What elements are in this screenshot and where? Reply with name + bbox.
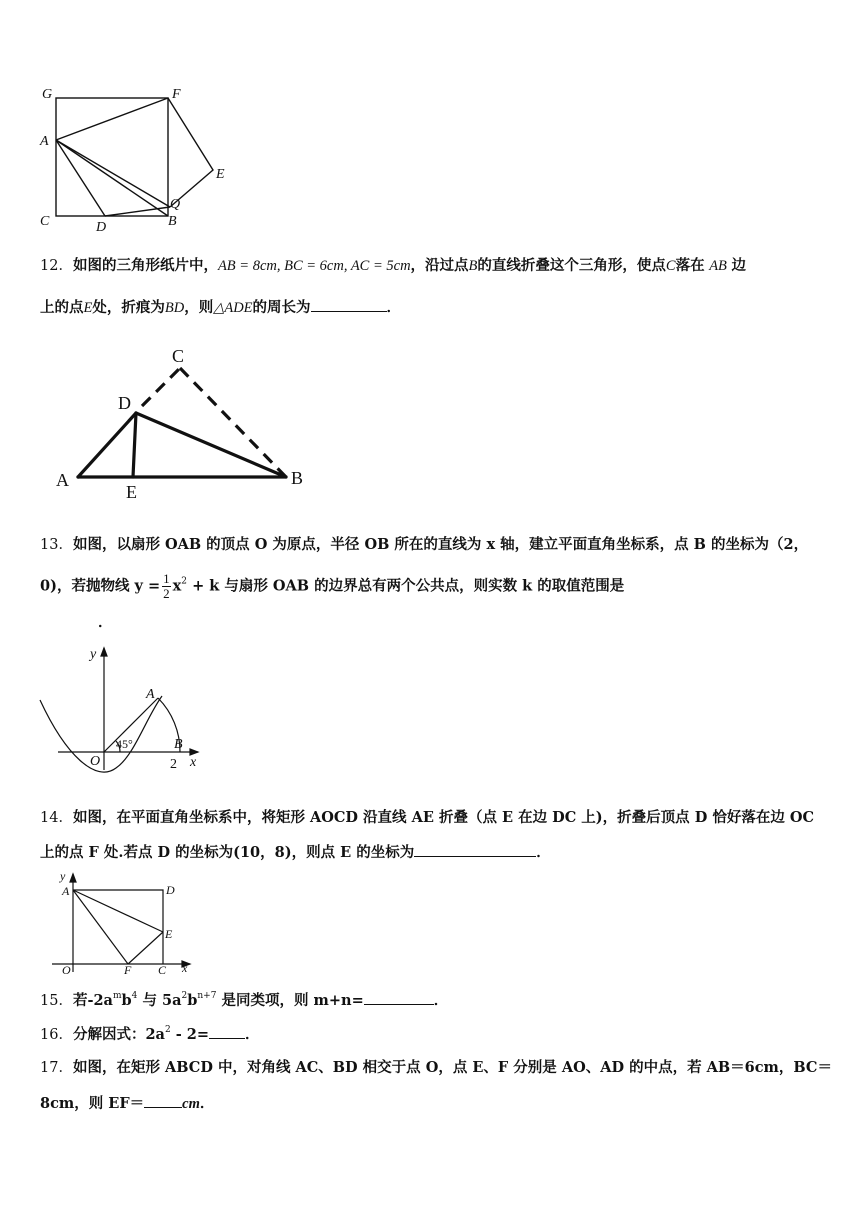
label-b: B	[291, 468, 304, 488]
question-17	[40, 1058, 832, 1078]
q12-text-b: ，沿过点	[410, 257, 469, 274]
label-e: E	[165, 927, 173, 941]
label-y: y	[60, 869, 66, 883]
q13-number: 13．	[40, 537, 73, 553]
q17-unit: cm	[182, 1096, 200, 1112]
question-17-line2	[40, 1093, 832, 1114]
q16-answer-blank	[209, 1024, 245, 1039]
q12-text-g: 处，折痕为	[92, 299, 165, 316]
q15-number: 15．	[40, 993, 73, 1009]
q12-point-e: E	[83, 300, 93, 316]
label-b: B	[168, 214, 177, 229]
label-d: D	[118, 393, 131, 413]
label-q: Q	[170, 197, 181, 212]
q14-line1: 如图，在平面直角坐标系中，将矩形 AOCD 沿直线 AE 折叠（点 E 在边 DC 上)，折叠后顶点 D 恰好落在边 OC	[72, 809, 815, 826]
rectangle-fold-diagram	[48, 868, 198, 978]
q12-text-d: 落在	[675, 257, 705, 274]
q15-e: 是同类项，则 m+n=	[216, 992, 364, 1009]
q13-line2-a: 0)，若抛物线 y =	[40, 577, 161, 595]
triangle-fold-diagram	[50, 340, 320, 505]
label-b: B	[174, 737, 183, 752]
frac-denominator: 2	[163, 586, 170, 601]
q16-exp: 2	[164, 1025, 171, 1035]
q13-line1: 如图，以扇形 OAB 的顶点 O 为原点，半径 OB 所在的直线为 x 轴，建立平面直角坐标系，点 B 的坐标为（2，	[72, 536, 809, 553]
q12-text-f: 上的点	[40, 299, 84, 316]
q12-text-a: 如图的三角形纸片中，	[72, 257, 218, 274]
label-o: O	[62, 963, 71, 977]
label-c: C	[40, 214, 50, 229]
square-fold-diagram	[30, 80, 225, 240]
label-a: A	[56, 470, 69, 490]
figure-triangle-fold	[50, 340, 320, 505]
q17-end: ．	[199, 1095, 215, 1112]
q12-text-h: ，则	[184, 299, 214, 316]
q13-fraction	[162, 572, 171, 601]
q12-crease: BD	[164, 300, 185, 316]
q15-a: 若-2a	[72, 992, 113, 1009]
q12-given: AB = 8cm, BC = 6cm, AC = 5cm	[217, 258, 411, 274]
label-a: A	[146, 687, 155, 702]
q16-a: 分解因式：2a	[72, 1026, 165, 1043]
figure-square-fold	[30, 80, 225, 240]
figure-parabola-sector	[38, 638, 218, 778]
q15-b: b	[121, 992, 132, 1009]
frac-numerator: 1	[163, 571, 170, 586]
q15-exp3: 2	[181, 991, 188, 1001]
label-a: A	[40, 134, 49, 149]
q13-exp: 2	[181, 576, 188, 587]
label-d: D	[96, 220, 107, 235]
question-14-line2	[40, 842, 832, 863]
question-13	[40, 535, 832, 555]
q17-number: 17．	[40, 1060, 73, 1076]
q16-number: 16．	[40, 1027, 73, 1043]
label-f: F	[172, 87, 181, 102]
q15-end: ．	[433, 992, 449, 1009]
q14-line2: 上的点 F 处.若点 D 的坐标为(10，8)，则点 E 的坐标为	[40, 844, 415, 861]
q12-seg-ab: AB	[709, 258, 727, 274]
q13-line2-c: + k 与扇形 OAB 的边界总有两个公共点，则实数 k 的取值范围是	[187, 577, 625, 595]
q14-number: 14．	[40, 810, 73, 826]
label-c: C	[158, 963, 167, 977]
label-d: D	[166, 883, 175, 897]
q15-exp4: n+7	[197, 991, 217, 1001]
q16-end: ．	[245, 1026, 260, 1043]
label-x: x	[190, 755, 197, 770]
question-12-line2	[40, 297, 832, 318]
question-13-line3	[98, 613, 868, 633]
question-12	[40, 256, 832, 276]
q14-answer-blank	[414, 842, 536, 857]
label-two: 2	[170, 757, 177, 772]
q12-point-b: B	[468, 258, 478, 274]
q15-exp1: m	[112, 991, 122, 1001]
label-g: G	[42, 87, 53, 102]
q12-point-c: C	[665, 258, 676, 274]
label-e: E	[216, 167, 225, 182]
figure-rectangle-fold	[48, 868, 198, 978]
q15-exp2: 4	[131, 991, 138, 1001]
q12-text-e: 边	[731, 257, 747, 274]
q16-b: - 2=	[170, 1026, 210, 1043]
q17-line1: 如图，在矩形 ABCD 中，对角线 AC、BD 相交于点 O，点 E、F 分别是 AO、AD 的中点，若 AB＝6cm，BC＝	[72, 1059, 832, 1076]
q12-text-c: 的直线折叠这个三角形，使点	[477, 257, 666, 274]
label-angle: 45°	[116, 737, 133, 751]
label-y: y	[90, 647, 97, 662]
question-15	[40, 990, 832, 1011]
question-13-line2	[40, 572, 832, 601]
q12-text-i: 的周长为	[252, 299, 311, 316]
q15-c: 与 5a	[137, 992, 182, 1009]
q15-d: b	[187, 992, 198, 1009]
q17-answer-blank	[144, 1093, 182, 1108]
q15-answer-blank	[364, 990, 434, 1005]
label-o: O	[90, 754, 101, 769]
label-x: x	[182, 961, 188, 975]
q12-triangle: △ADE	[213, 300, 253, 316]
q13-x: x	[172, 577, 182, 595]
label-e: E	[126, 482, 137, 502]
q12-end: ．	[386, 299, 402, 316]
q17-line2-a: 8cm，则 EF＝	[40, 1095, 145, 1112]
parabola-sector-diagram	[38, 638, 218, 778]
label-a: A	[62, 884, 70, 898]
label-f: F	[124, 963, 132, 977]
label-c: C	[172, 346, 185, 366]
q13-period: ．	[98, 614, 113, 631]
q12-answer-blank	[311, 297, 387, 312]
q12-number: 12．	[40, 258, 73, 274]
q14-end: ．	[536, 844, 551, 861]
question-14	[40, 808, 832, 828]
question-16	[40, 1024, 832, 1045]
